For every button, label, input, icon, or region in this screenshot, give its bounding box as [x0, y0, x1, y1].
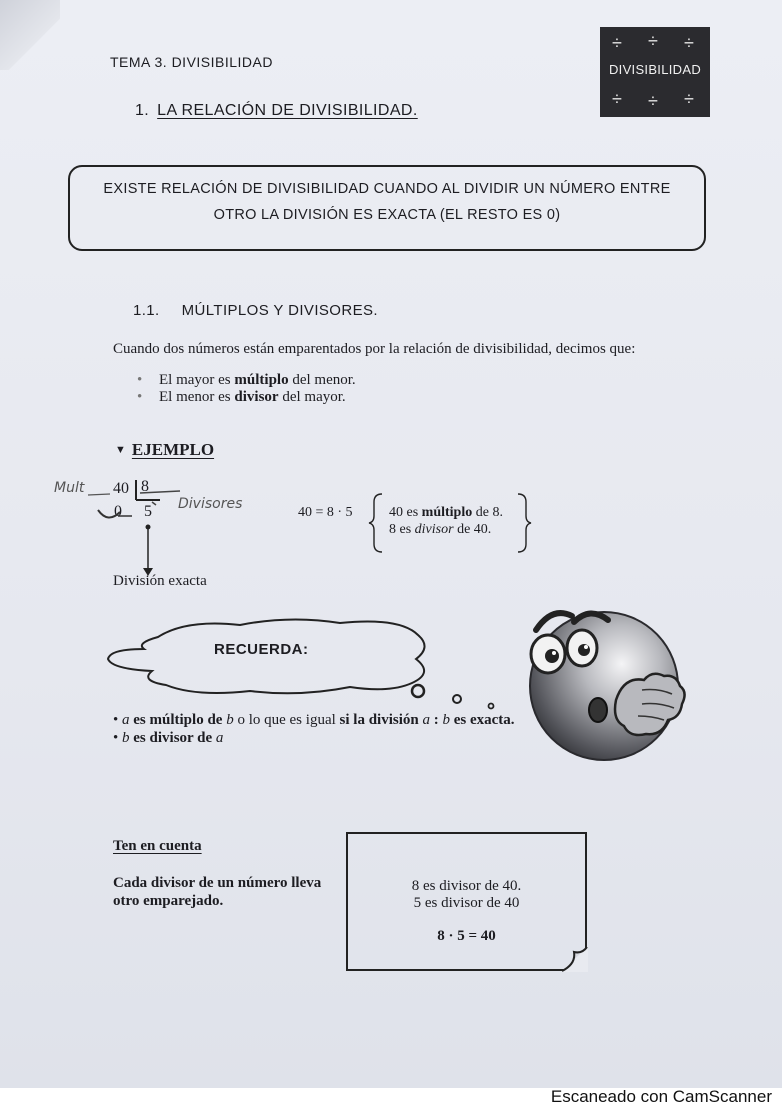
brace-line: 8 es divisor de 40. — [389, 522, 492, 537]
handwritten-note: Divisores — [178, 496, 243, 512]
note-text: Cada divisor de un número lleva otro emparejado. — [113, 875, 322, 909]
division-sign-icon: ÷ — [612, 33, 622, 53]
thought-bubble-small — [489, 704, 494, 709]
subsection-number: 1.1. — [133, 302, 160, 319]
hand-stroke — [152, 502, 156, 505]
definition-line: OTRO LA DIVISIÓN ES EXACTA (EL RESTO ES 0) — [213, 207, 561, 223]
scanner-watermark: Escaneado con CamScanner — [550, 1087, 772, 1106]
handwritten-note: Mult — [54, 480, 85, 496]
intro-paragraph: Cuando dos números están emparentados por la relación de divisibilidad, decimos que: — [113, 341, 636, 357]
note-line: 5 es divisor de 40 — [413, 895, 520, 911]
division-sign-icon: ÷ — [612, 89, 622, 109]
division-diagram — [80, 470, 243, 580]
page-fold-shadow — [0, 0, 60, 70]
divisibilidad-logo — [600, 27, 710, 117]
note-line: 8 es divisor de 40. — [411, 878, 522, 894]
bullet-item: • El menor es divisor del mayor. — [137, 389, 346, 405]
thinking-emoji-icon — [512, 596, 688, 768]
division-sign-icon: ÷ — [684, 89, 694, 109]
section-heading — [135, 102, 418, 120]
division-sign-icon: ÷ — [684, 33, 694, 53]
triangle-down-icon: ▼ — [115, 444, 126, 456]
note-line: 8 · 5 = 40 — [437, 928, 496, 944]
quotient: 5 — [144, 503, 152, 520]
remainder: 0 — [114, 503, 122, 520]
brace-line: 40 es múltiplo de 8. — [389, 505, 503, 520]
definition-box — [68, 165, 706, 251]
example-heading: ▼ EJEMPLO — [115, 440, 215, 459]
section-number: 1. — [135, 102, 150, 119]
thought-bubble-medium — [453, 695, 461, 703]
topic-title: TEMA 3. DIVISIBILIDAD — [110, 54, 273, 70]
equation: 40 = 8 · 5 — [298, 505, 353, 520]
division-sign-icon: ÷ — [648, 31, 658, 51]
logo-label: DIVISIBILIDAD — [608, 62, 702, 77]
section-title: LA RELACIÓN DE DIVISIBILIDAD. — [157, 102, 418, 119]
subsection-title: MÚLTIPLOS Y DIVISORES. — [181, 302, 378, 319]
sticky-note-box — [346, 832, 587, 971]
remember-rule: • a es múltiplo de b o lo que es igual si la división a : b es exacta. — [113, 712, 515, 728]
remember-label: RECUERDA: — [214, 641, 309, 658]
dividend: 40 — [113, 480, 129, 497]
note-heading: Ten en cuenta — [113, 838, 202, 854]
remember-rule: • b es divisor de a — [113, 730, 224, 746]
thought-cloud — [100, 615, 510, 720]
right-brace — [518, 494, 531, 552]
exact-division-label: División exacta — [113, 573, 207, 589]
left-brace — [369, 494, 382, 552]
hand-stroke — [88, 494, 110, 495]
page-curl-corner — [562, 946, 588, 972]
hand-curve — [98, 510, 120, 518]
division-sign-icon: ÷ — [648, 91, 658, 111]
divisor: 8 — [141, 478, 149, 495]
subsection-heading — [133, 302, 378, 319]
bullet-item: • El mayor es múltiplo del menor. — [137, 372, 356, 388]
hand-stroke — [140, 491, 180, 493]
definition-line: EXISTE RELACIÓN DE DIVISIBILIDAD CUANDO AL DIVIDIR UN NÚMERO ENTRE — [103, 181, 671, 197]
thought-bubble-large — [412, 685, 424, 697]
